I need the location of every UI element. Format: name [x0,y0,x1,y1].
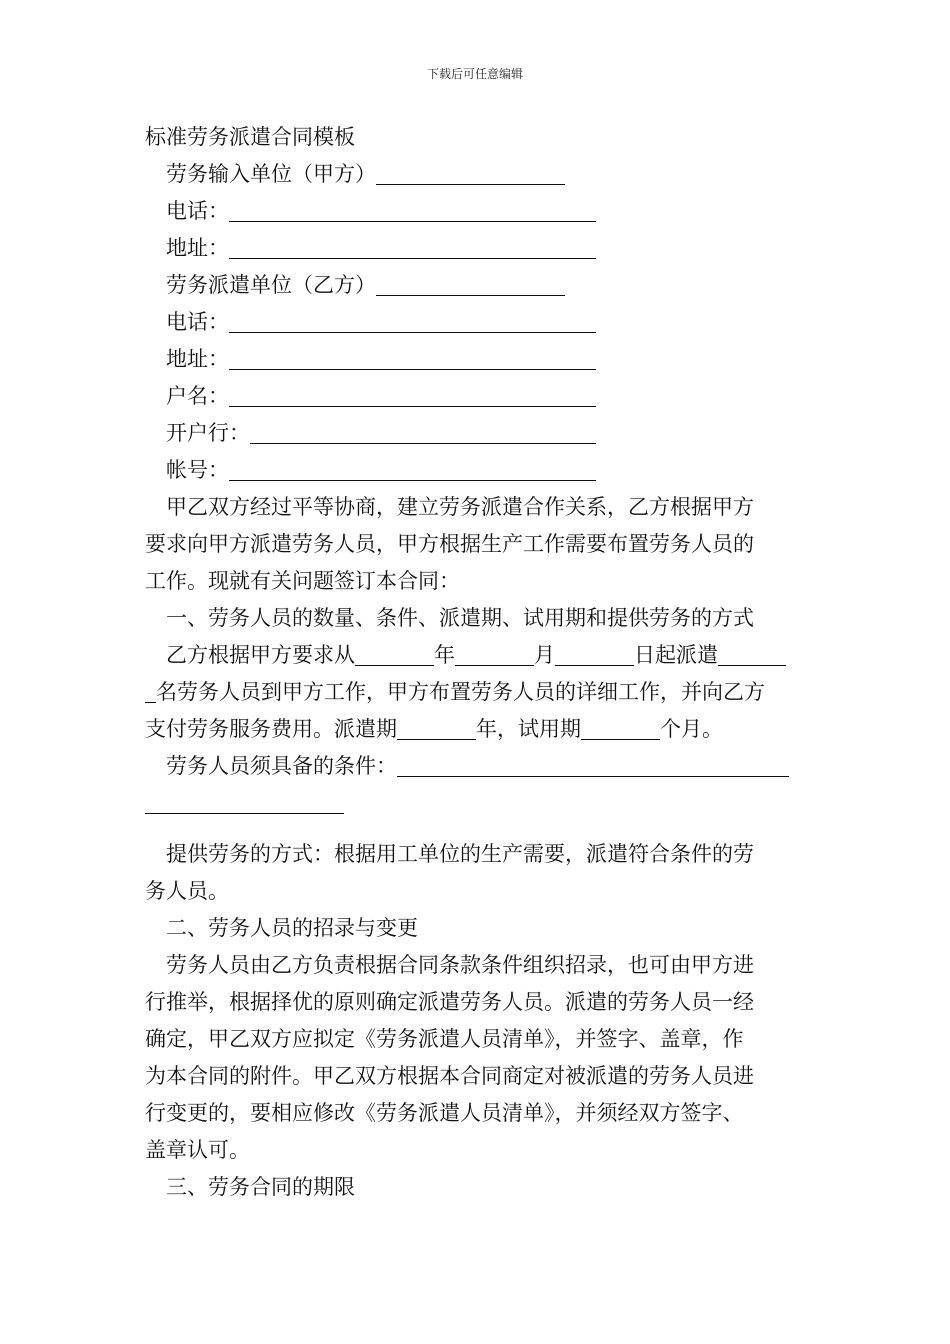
conditions-line-2 [145,785,807,822]
headcount-blank-cont[interactable] [145,678,156,703]
conditions-blank[interactable] [397,752,789,777]
section-2-line-3: 确定，甲乙双方应拟定《劳务派遣人员清单》，并签字、盖章，作 [145,1027,744,1051]
months-label: 个月。 [660,717,723,741]
section-1-para-line-2 [145,674,807,711]
party-b-account-name-line [145,378,807,415]
party-b-account-no-blank[interactable] [229,456,596,481]
party-a-label: 劳务输入单位（甲方） [166,162,376,186]
party-b-bank-line [145,415,807,452]
party-b-address-label: 地址： [166,347,229,371]
party-a-phone-line [145,193,807,230]
party-b-phone-label: 电话： [166,310,229,334]
section-2-heading: 二、劳务人员的招录与变更 [166,916,418,940]
party-b-address-blank[interactable] [229,345,596,370]
section-1-para-line-1 [145,637,807,674]
section-2-line-2: 行推举，根据择优的原则确定派遣劳务人员。派遣的劳务人员一经 [145,990,754,1014]
party-a-name-blank[interactable] [376,160,565,185]
party-b-account-no-line [145,452,807,489]
conditions-line [145,748,807,785]
start-day-blank[interactable] [555,641,634,666]
party-a-address-line [145,230,807,267]
year-label: 年 [434,643,455,667]
spacer [145,822,807,836]
party-b-account-name-label: 户名： [166,384,229,408]
start-month-blank[interactable] [455,641,534,666]
dispatch-period-blank[interactable] [397,715,476,740]
dispatch-start-label: 乙方根据甲方要求从 [166,643,355,667]
section-2-line-5: 行变更的，要相应修改《劳务派遣人员清单》，并须经双方签字、 [145,1101,744,1125]
party-b-label: 劳务派遣单位（乙方） [166,273,376,297]
party-b-account-no-label: 帐号： [166,458,229,482]
party-a-address-blank[interactable] [229,234,596,259]
section-1-para-line-3 [145,711,807,748]
party-b-line [145,267,807,304]
headcount-blank[interactable] [718,641,786,666]
party-b-address-line [145,341,807,378]
party-b-phone-blank[interactable] [229,308,596,333]
intro-line-1: 甲乙双方经过平等协商，建立劳务派遣合作关系，乙方根据甲方 [166,495,754,519]
section-1-heading: 一、劳务人员的数量、条件、派遣期、试用期和提供劳务的方式 [166,606,754,630]
party-a-address-label: 地址： [166,236,229,260]
dispatch-period-label: 支付劳务服务费用。派遣期 [145,717,397,741]
section-2-line-4: 为本合同的附件。甲乙双方根据本合同商定对被派遣的劳务人员进 [145,1064,754,1088]
section-3-heading: 三、劳务合同的期限 [166,1175,355,1199]
party-a-phone-blank[interactable] [229,197,596,222]
method-line-1: 提供劳务的方式：根据用工单位的生产需要，派遣符合条件的劳 [166,842,754,866]
probation-label: 年，试用期 [476,717,581,741]
intro-line-2: 要求向甲方派遣劳务人员，甲方根据生产工作需要布置劳务人员的 [145,532,754,556]
party-a-line [145,156,807,193]
party-b-bank-label: 开户行： [166,421,250,445]
party-b-name-blank[interactable] [376,271,565,296]
page-header-note: 下载后可任意编辑 [426,67,523,81]
party-b-account-name-blank[interactable] [229,382,596,407]
document-title: 标准劳务派遣合同模板 [145,125,355,149]
start-year-blank[interactable] [355,641,434,666]
contract-body [145,119,807,1206]
conditions-label: 劳务人员须具备的条件： [166,754,397,778]
party-b-bank-blank[interactable] [250,419,596,444]
intro-line-3: 工作。现就有关问题签订本合同： [145,569,460,593]
section-2-line-6: 盖章认可。 [145,1138,250,1162]
month-label: 月 [534,643,555,667]
party-b-phone-line [145,304,807,341]
conditions-blank-cont[interactable] [145,789,344,814]
day-dispatch-label: 日起派遣 [634,643,718,667]
party-a-phone-label: 电话： [166,199,229,223]
method-line-2: 务人员。 [145,879,229,903]
probation-blank[interactable] [581,715,660,740]
section-2-line-1: 劳务人员由乙方负责根据合同条款条件组织招录，也可由甲方进 [166,953,754,977]
section-1-para-line-2-text: 名劳务人员到甲方工作，甲方布置劳务人员的详细工作，并向乙方 [156,680,765,704]
